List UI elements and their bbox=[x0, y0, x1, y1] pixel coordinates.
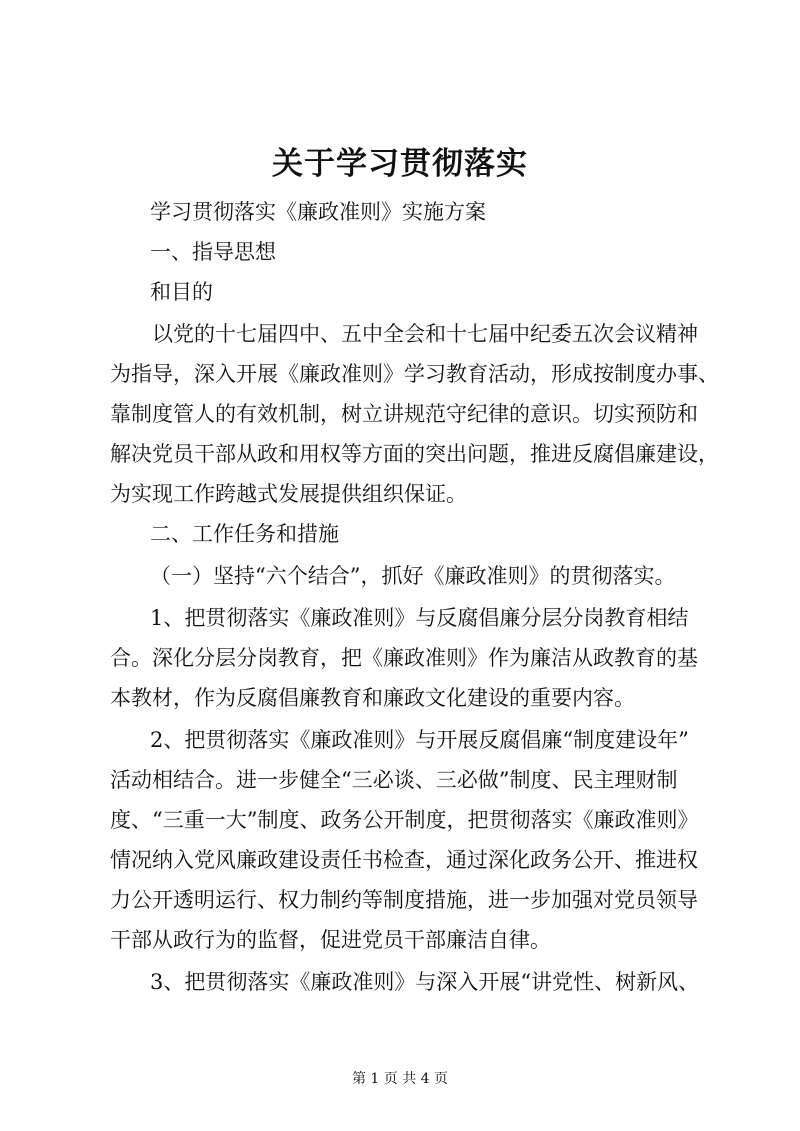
paragraph-line: 3、把贯彻落实《廉政准则》与深入开展“讲党性、树新风、 bbox=[150, 970, 700, 994]
paragraph-line: 靠制度管人的有效机制，树立讲规范守纪律的意识。切实预防和 bbox=[110, 402, 698, 426]
paragraph-line: 解决党员干部从政和用权等方面的突出问题，推进反腐倡廉建设， bbox=[110, 442, 719, 466]
section-heading: 二、工作任务和措施 bbox=[150, 522, 339, 546]
subsection-heading: （一）坚持“六个结合”，抓好《廉政准则》的贯彻落实。 bbox=[150, 564, 676, 588]
page-footer: 第 1 页 共 4 页 bbox=[351, 1071, 449, 1087]
paragraph-line: 情况纳入党风廉政建设责任书检查，通过深化政务公开、推进权 bbox=[110, 848, 698, 872]
paragraph-line: 以党的十七届四中、五中全会和十七届中纪委五次会议精神 bbox=[152, 322, 698, 346]
section-heading-cont: 和目的 bbox=[150, 280, 213, 304]
paragraph-line: 为实现工作跨越式发展提供组织保证。 bbox=[110, 482, 467, 506]
paragraph-line: 为指导，深入开展《廉政准则》学习教育活动，形成按制度办事、 bbox=[110, 362, 719, 386]
paragraph-line: 本教材，作为反腐倡廉教育和廉政文化建设的重要内容。 bbox=[110, 686, 635, 710]
paragraph-line: 活动相结合。进一步健全“三必谈、三必做”制度、民主理财制 bbox=[110, 768, 678, 792]
paragraph-line: 力公开透明运行、权力制约等制度措施，进一步加强对党员领导 bbox=[110, 888, 698, 912]
paragraph-line: 度、“三重一大”制度、政务公开制度，把贯彻落实《廉政准则》 bbox=[110, 808, 699, 832]
paragraph-line: 合。深化分层分岗教育，把《廉政准则》作为廉洁从政教育的基 bbox=[110, 646, 698, 670]
subtitle-line: 学习贯彻落实《廉政准则》实施方案 bbox=[150, 200, 486, 224]
paragraph-line: 2、把贯彻落实《廉政准则》与开展反腐倡廉“制度建设年” bbox=[150, 728, 689, 752]
section-heading: 一、指导思想 bbox=[150, 240, 276, 264]
document-title: 关于学习贯彻落实 bbox=[272, 146, 528, 182]
paragraph-line: 干部从政行为的监督，促进党员干部廉洁自律。 bbox=[110, 928, 551, 952]
paragraph-line: 1、把贯彻落实《廉政准则》与反腐倡廉分层分岗教育相结 bbox=[150, 606, 689, 630]
